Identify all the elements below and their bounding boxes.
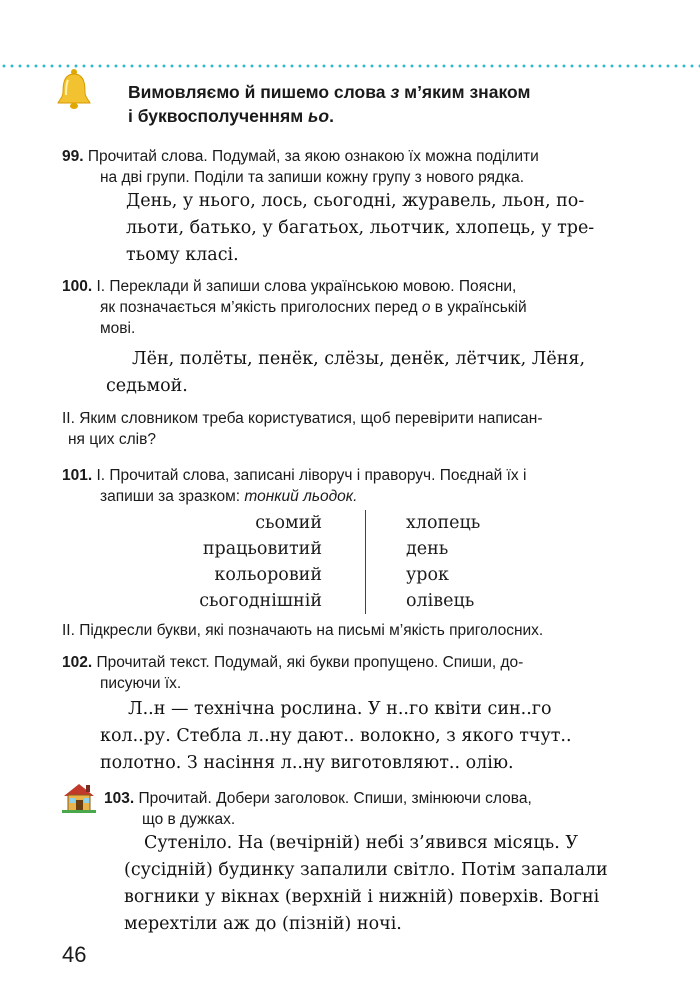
- task-101-instruction: [62, 465, 662, 507]
- instruction-text: запиши за зразком:: [100, 488, 245, 505]
- task-99-instruction: [62, 146, 662, 188]
- task-100-part2: [62, 408, 662, 450]
- instruction-text: в українській: [430, 299, 527, 316]
- instruction-text: Прочитай слова. Подумай, за якою ознакою їх можна поділити: [87, 148, 539, 165]
- header-text: і буквосполученням: [128, 106, 309, 126]
- task-103-exercise: [124, 830, 664, 938]
- header-text: м’яким знаком: [399, 82, 531, 102]
- word-item: урок: [406, 565, 449, 585]
- word-column-right: [406, 510, 480, 614]
- example-phrase: тонкий льодок.: [244, 488, 358, 505]
- exercise-line: Л..н — технічна рослина. У н..го квіти син..го: [128, 699, 552, 719]
- word-item: олівець: [406, 591, 475, 611]
- exercise-line: Сутеніло. На (вечірній) небі з’явився місяць. У: [144, 833, 578, 853]
- word-column-left: [122, 510, 322, 614]
- word-item: кольоровий: [214, 565, 322, 585]
- header-letter: ьо: [308, 106, 330, 126]
- instruction-text: Прочитай текст. Подумай, які букви пропущено. Спиши, до-: [96, 654, 524, 671]
- header-letter: з: [390, 82, 400, 102]
- instruction-text: що в дужках.: [142, 811, 236, 828]
- task-number: 99.: [62, 148, 84, 165]
- bell-icon: [56, 68, 92, 110]
- instruction-text: Прочитай. Добери заголовок. Спиши, змінюючи слова,: [138, 790, 532, 807]
- task-number: 103.: [104, 790, 135, 807]
- house-icon: [62, 781, 96, 813]
- instruction-text: як позначається м’якість приголосних перед: [100, 299, 422, 316]
- exercise-line: седьмой.: [106, 376, 188, 396]
- header-text: .: [329, 106, 334, 126]
- task-101-part2: ІІ. Підкресли букви, які позначають на письмі м’якість приголосних.: [62, 622, 544, 639]
- dotted-divider: [0, 64, 700, 68]
- exercise-line: полотно. З насіння л..ну виготовляют.. олію.: [100, 753, 514, 773]
- instruction-text: [62, 297, 662, 318]
- task-number: 102.: [62, 654, 93, 671]
- word-item: сьомий: [255, 513, 322, 533]
- exercise-line: Лён, полёты, пенёк, слёзы, денёк, лётчик, Лёня,: [132, 349, 586, 369]
- task-102-exercise: [100, 696, 668, 777]
- word-item: працьовитий: [202, 539, 322, 559]
- task-number: 100.: [62, 278, 93, 295]
- instruction-text: І. Переклади й запиши слова українською мовою. Поясни,: [96, 278, 517, 295]
- instruction-text: [62, 486, 662, 507]
- exercise-line: вогники у вікнах (верхній і нижній) поверхів. Вогні: [124, 887, 600, 907]
- word-item: сьогоднішній: [199, 591, 322, 611]
- exercise-line: тьому класі.: [126, 245, 239, 265]
- header-text: Вимовляємо й пишемо слова: [128, 82, 391, 102]
- exercise-line: День, у нього, лось, сьогодні, журавель, льон, по-: [126, 191, 585, 211]
- task-100-exercise: [106, 346, 652, 400]
- instruction-text: мові.: [100, 320, 136, 337]
- instruction-text: на дві групи. Поділи та запиши кожну групу з нового рядка.: [100, 169, 525, 186]
- instruction-text: І. Прочитай слова, записані ліворуч і праворуч. Поєднай їх і: [96, 467, 527, 484]
- exercise-line: льоти, батько, у багатьох, льотчик, хлопець, у тре-: [126, 218, 595, 238]
- task-number: 101.: [62, 467, 93, 484]
- page-number: 46: [62, 942, 87, 967]
- instruction-text: ІІ. Яким словником треба користуватися, щоб перевірити написан-: [62, 410, 543, 427]
- instruction-letter: о: [421, 299, 431, 316]
- instruction-text: ня цих слів?: [68, 431, 156, 448]
- task-102-instruction: [62, 652, 662, 694]
- exercise-line: кол..ру. Стебла л..ну дают.. волокно, з якого тчут..: [100, 726, 572, 746]
- exercise-line: (сусідній) будинку запалили світло. Потім запалали: [124, 860, 608, 880]
- word-item: день: [406, 539, 449, 559]
- column-divider: [365, 510, 366, 614]
- exercise-line: мерехтіли аж до (пізній) ночі.: [124, 914, 402, 934]
- section-header: [128, 80, 648, 128]
- task-100-instruction: [62, 276, 662, 339]
- word-item: хлопець: [406, 513, 481, 533]
- instruction-text: писуючи їх.: [100, 675, 182, 692]
- task-103-instruction: [104, 788, 664, 830]
- task-99-exercise: [126, 188, 656, 269]
